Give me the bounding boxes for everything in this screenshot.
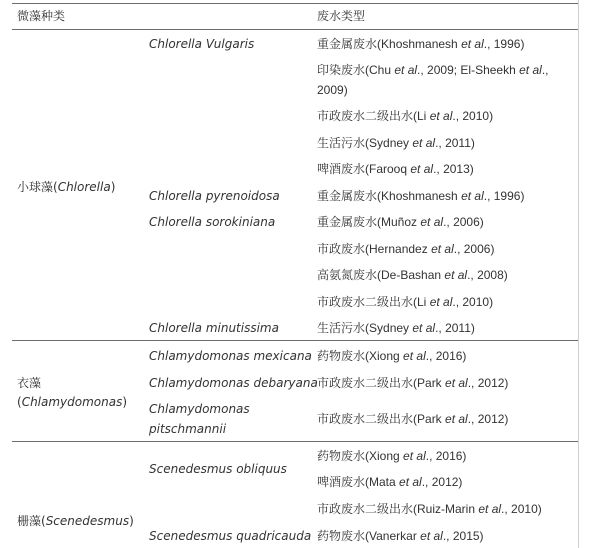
header-algae: 微藻种类 [17,9,66,23]
table-top-border [12,3,578,4]
page-right-edge [578,0,579,548]
species-name: Chlamydomonas [149,402,250,416]
wastewater-entry: 印染废水(Chu et al., 2009; El-Sheekh et al., [317,63,549,77]
wastewater-entry: 药物废水(Xiong et al., 2016) [317,349,467,363]
wastewater-entry-continued: 2009) [317,83,348,97]
wastewater-entry: 市政废水二级出水(Li et al., 2010) [317,109,494,123]
wastewater-entry: 重金属废水(Muñoz et al., 2006) [317,215,484,229]
wastewater-entry: 生活污水(Sydney et al., 2011) [317,321,475,335]
header-wastewater: 废水类型 [317,9,366,23]
wastewater-entry: 市政废水二级出水(Park et al., 2012) [317,376,509,390]
wastewater-entry: 重金属废水(Khoshmanesh et al., 1996) [317,189,525,203]
wastewater-entry: 啤酒废水(Mata et al., 2012) [317,475,463,489]
wastewater-entry: 啤酒废水(Farooq et al., 2013) [317,162,474,176]
header-bottom-border [12,29,578,30]
group-divider [12,441,578,442]
species-name: Chlamydomonas debaryana [149,376,318,390]
genus-label-latin: (Chlamydomonas) [17,395,128,409]
wastewater-entry: 药物废水(Vanerkar et al., 2015) [317,529,484,543]
wastewater-entry: 生活污水(Sydney et al., 2011) [317,136,475,150]
wastewater-entry: 市政废水二级出水(Li et al., 2010) [317,295,494,309]
wastewater-entry: 药物废水(Xiong et al., 2016) [317,449,467,463]
species-name: Scenedesmus obliquus [149,462,287,476]
species-name: Scenedesmus quadricauda [149,529,312,543]
species-name: Chlamydomonas mexicana [149,349,312,363]
wastewater-entry: 高氨氮废水(De-Bashan et al., 2008) [317,268,508,282]
species-name: Chlorella Vulgaris [149,37,255,51]
genus-label: 栅藻(Scenedesmus) [17,514,134,528]
species-name: Chlorella pyrenoidosa [149,189,280,203]
wastewater-entry: 市政废水二级出水(Ruiz-Marin et al., 2010) [317,502,542,516]
wastewater-entry: 市政废水二级出水(Park et al., 2012) [317,412,509,426]
genus-label: 衣藻 [17,376,42,390]
species-name-continued: pitschmannii [149,422,227,436]
species-name: Chlorella sorokiniana [149,215,276,229]
genus-label: 小球藻(Chlorella) [17,180,116,194]
wastewater-entry: 市政废水(Hernandez et al., 2006) [317,242,495,256]
group-divider [12,340,578,341]
species-name: Chlorella minutissima [149,321,279,335]
wastewater-entry: 重金属废水(Khoshmanesh et al., 1996) [317,37,525,51]
